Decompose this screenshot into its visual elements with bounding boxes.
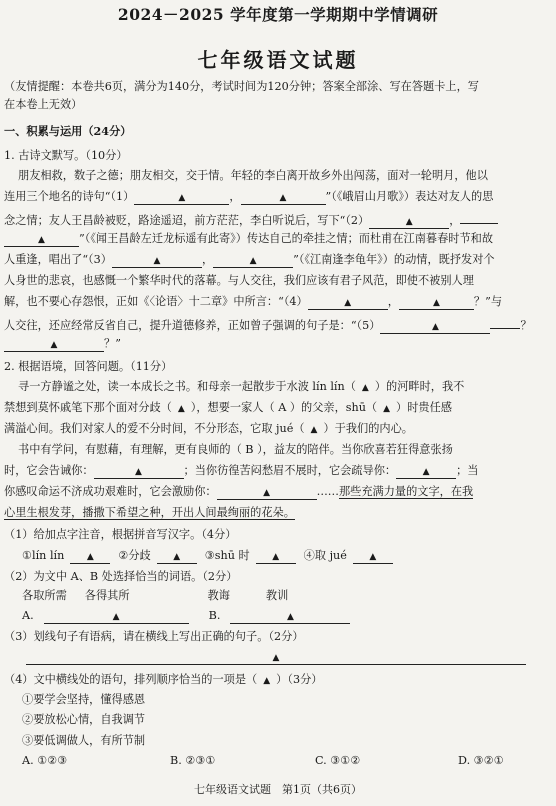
answer-blank-b[interactable]: ▲: [230, 611, 350, 624]
answer-blank[interactable]: ▲: [256, 551, 296, 564]
q2-sub-4: （4）文中横线处的语句，排列顺序恰当的一项是（ ▲ ）（3分）: [4, 673, 323, 686]
answer-blank[interactable]: ▲: [157, 551, 197, 564]
option-d[interactable]: D. ③②①: [458, 754, 504, 767]
q2-para-line-7: 心里生根发芽，播撒下希望之种，开出人间最绚丽的花朵。: [4, 506, 295, 519]
q2-sub-1-items: ①lín lín ▲ ②分歧 ▲ ③shū 时 ▲ ④取 jué ▲: [22, 549, 552, 564]
q1-line-7: 解，也不要心存怨恨，正如《〈论语〉十二章》中所言：“（4） ▲ ， ▲ ？”与: [4, 295, 503, 308]
q1-line-4: ▲ ”（《闻王昌龄左迁龙标遥有此寄》）传达自己的牵挂之情；而杜甫在江南暮春时节和故: [4, 232, 552, 247]
q2-sub-4-item-3: ③要低调做人，有所节制: [22, 734, 146, 747]
answer-blank[interactable]: ▲: [399, 297, 474, 310]
q2-para-line-3: 满溢心间。我们对家人的爱不分时间，不分形态，它取 jué（ ▲ ）于我们的内心。: [4, 422, 413, 435]
answer-blank[interactable]: ▲: [26, 652, 526, 665]
answer-blank[interactable]: ▲: [94, 466, 184, 479]
answer-blank[interactable]: ▲: [112, 255, 202, 268]
answer-blank[interactable]: ▲: [396, 466, 456, 479]
q2-title: 2. 根据语境，回答问题。（11分）: [4, 360, 173, 373]
q1-line-5: 人重逢，唱出了“（3） ▲ ， ▲ ”（《江南逢李龟年》）的动情，既抒发对个: [4, 253, 495, 266]
exam-subject-title: 七年级语文试题: [197, 48, 359, 72]
option-a[interactable]: A. ①②③: [22, 754, 68, 767]
q2-sub-3-answer-line: [4, 650, 552, 665]
q2-para-line-6: 你感叹命运不济成功艰难时，它会激励你： ▲ ……那些充满力量的文字，在我: [4, 485, 474, 498]
notice-line-2: 在本卷上无效）: [4, 98, 83, 111]
answer-blank[interactable]: ▲: [241, 192, 326, 205]
answer-blank[interactable]: ▲: [213, 255, 293, 268]
q1-line-8: 人交往，还应经常反省自己，提升道德修养，正如曾子强调的句子是：“（5） ▲ ？: [4, 316, 552, 334]
q2-para-line-1: 寻一方静谧之处，读一本成长之书。和母亲一起散步于水波 lín lín（ ▲ ）的河畔时，我不: [18, 380, 465, 393]
answer-blank-a[interactable]: ▲: [44, 611, 189, 624]
q2-para-line-2: 禁想到莫怀戚笔下那个面对分歧（ ▲ ），想要一家人（ A ）的父亲，shū（ ▲ ）时贵任感: [4, 401, 452, 414]
answer-blank[interactable]: ▲: [134, 192, 229, 205]
section-1-heading: 一、积累与运用（24分）: [4, 124, 132, 138]
answer-blank[interactable]: ▲: [70, 551, 110, 564]
q2-para-line-5: 时，它会告诫你： ▲ ；当你彷徨苦闷愁眉不展时，它会疏导你： ▲ ；当: [4, 464, 479, 477]
answer-blank[interactable]: [460, 211, 498, 224]
q1-line-9: ▲ ？”: [4, 337, 552, 352]
answer-blank[interactable]: ▲: [4, 339, 104, 352]
answer-blank[interactable]: ▲: [353, 551, 393, 564]
q1-line-1: 朋友相救，数子之德；朋友相交，交于情。年轻的李白离开故乡外出闯荡，面对一轮明月，他以: [18, 169, 488, 182]
q2-sub-2: （2）为文中 A、B 处选择恰当的词语。（2分）: [4, 570, 238, 583]
q2-sub-3: （3）划线句子有语病，请在横线上写出正确的句子。（2分）: [4, 630, 304, 643]
answer-blank[interactable]: ▲: [4, 234, 79, 247]
notice-line-1: （友情提醒：本卷共6页，满分为140分，考试时间为120分钟；答案全部涂、写在答题卡上，写: [4, 80, 479, 93]
q2-para-line-4: 书中有学问，有慰藉，有理解，更有良师的（ B ），益友的陪伴。当你欣喜若狂得意张扬: [18, 443, 453, 456]
q1-title: 1. 古诗文默写。（10分）: [4, 149, 128, 162]
q2-sub-2-answers: A. ▲ B. ▲: [22, 609, 552, 624]
option-b[interactable]: B. ②③①: [170, 754, 216, 767]
answer-blank[interactable]: ▲: [217, 487, 317, 500]
exam-header-title: 2024－2025 学年度第一学期期中学情调研: [117, 5, 439, 24]
answer-blank[interactable]: ▲: [369, 216, 449, 229]
q1-line-3: 念之情；友人王昌龄被贬，路途遥迢，前方茫茫，李白听说后，写下“（2） ▲ ，: [4, 211, 552, 229]
q2-sub-2-words: 各取所需 各得其所 教诲 教训: [22, 589, 289, 602]
page-footer: 七年级语文试题 第1页（共6页）: [194, 783, 362, 796]
q2-sub-4-item-2: ②要放松心情，自我调节: [22, 713, 146, 726]
answer-blank[interactable]: ▲: [380, 321, 490, 334]
q1-line-6: 人身世的悲哀，也感慨一个繁华时代的落幕。与人交往，我们应该有君子风范，即使不被别人理: [4, 274, 474, 287]
q2-sub-1: （1）给加点字注音，根据拼音写汉字。（4分）: [4, 528, 237, 541]
answer-blank[interactable]: [490, 316, 520, 329]
q2-sub-4-item-1: ①要学会坚持，懂得感恩: [22, 693, 146, 706]
answer-blank[interactable]: ▲: [308, 297, 388, 310]
q1-line-2: 连用三个地名的诗句“（1） ▲ ， ▲ ”（《峨眉山月歌》）表达对友人的思: [4, 190, 494, 203]
option-c[interactable]: C. ③①②: [315, 754, 361, 767]
